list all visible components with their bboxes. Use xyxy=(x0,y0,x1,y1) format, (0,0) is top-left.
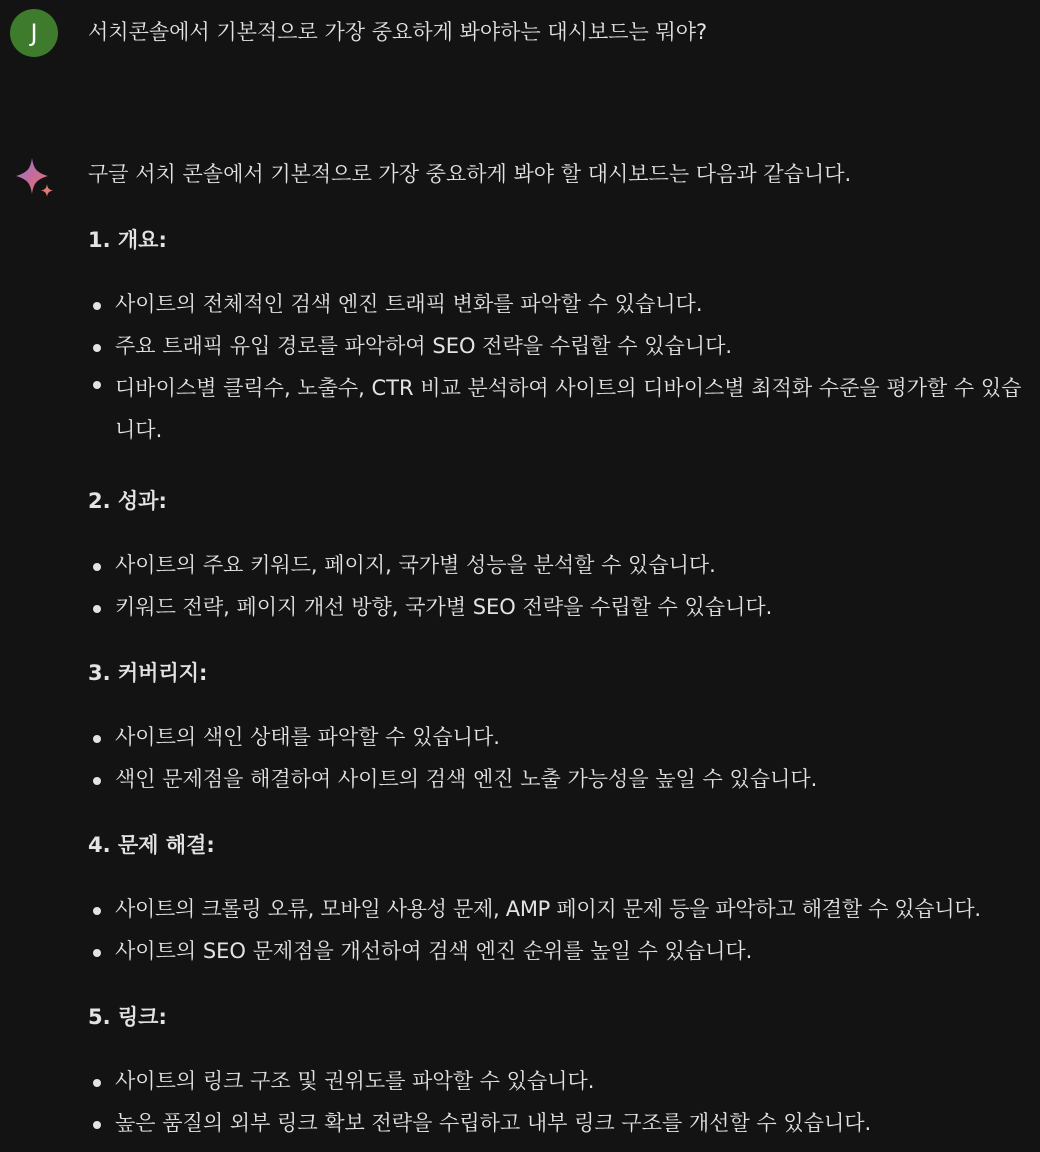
section xyxy=(88,485,1028,623)
bullet-dot xyxy=(93,1121,101,1129)
bullet-text: 사이트의 링크 구조 및 권위도를 파악할 수 있습니다. xyxy=(115,1069,595,1093)
bullet-list xyxy=(88,288,1028,451)
section xyxy=(88,829,1028,967)
bullet-dot xyxy=(93,563,101,571)
section-title: 3. 커버리지: xyxy=(88,661,208,685)
assistant-response xyxy=(88,158,1028,1149)
bullet-text: 사이트의 색인 상태를 파악할 수 있습니다. xyxy=(115,725,500,749)
bullet-dot xyxy=(93,777,101,785)
bullet-dot xyxy=(93,735,101,743)
bullet-dot xyxy=(93,949,101,957)
bullet-text: 색인 문제점을 해결하여 사이트의 검색 엔진 노출 가능성을 높일 수 있습니다. xyxy=(115,767,818,791)
bullet-text: 키워드 전략, 페이지 개선 방향, 국가별 SEO 전략을 수립할 수 있습니다. xyxy=(115,595,773,619)
bullet-dot xyxy=(93,1079,101,1087)
list-item xyxy=(88,763,1028,795)
bullet-list xyxy=(88,721,1028,795)
bullet-text: 사이트의 주요 키워드, 페이지, 국가별 성능을 분석할 수 있습니다. xyxy=(115,553,716,577)
section xyxy=(88,1001,1028,1139)
list-item xyxy=(88,549,1028,581)
user-message xyxy=(0,0,1040,70)
section xyxy=(88,224,1028,451)
section-title: 1. 개요: xyxy=(88,228,167,252)
list-item xyxy=(88,721,1028,753)
list-item xyxy=(88,330,1028,362)
bullet-text: 높은 품질의 외부 링크 확보 전략을 수립하고 내부 링크 구조를 개선할 수 있습니다. xyxy=(115,1111,872,1135)
bullet-dot xyxy=(93,907,101,915)
list-item xyxy=(88,367,1028,451)
response-intro: 구글 서치 콘솔에서 기본적으로 가장 중요하게 봐야 할 대시보드는 다음과 같습니다. xyxy=(88,162,852,186)
section-title: 4. 문제 해결: xyxy=(88,833,215,857)
bullet-text: 주요 트래픽 유입 경로를 파악하여 SEO 전략을 수립할 수 있습니다. xyxy=(115,334,733,358)
section-title: 2. 성과: xyxy=(88,489,167,513)
bullet-list xyxy=(88,893,1028,967)
sparkle-icon xyxy=(10,154,60,204)
bullet-text: 디바이스별 클릭수, 노출수, CTR 비교 분석하여 사이트의 디바이스별 최적화 수준을 평가할 수 있습니다. xyxy=(115,376,1022,442)
bullet-dot xyxy=(93,344,101,352)
list-item xyxy=(88,591,1028,623)
bullet-list xyxy=(88,1065,1028,1139)
bullet-dot xyxy=(93,381,101,389)
list-item xyxy=(88,935,1028,967)
bullet-dot xyxy=(93,302,101,310)
bullet-list xyxy=(88,549,1028,623)
list-item xyxy=(88,1065,1028,1097)
bullet-dot xyxy=(93,605,101,613)
user-question: 서치콘솔에서 기본적으로 가장 중요하게 봐야하는 대시보드는 뭐야? xyxy=(88,20,708,44)
section-title: 5. 링크: xyxy=(88,1005,167,1029)
list-item xyxy=(88,288,1028,320)
bullet-text: 사이트의 크롤링 오류, 모바일 사용성 문제, AMP 페이지 문제 등을 파악하고 해결할 수 있습니다. xyxy=(115,897,981,921)
bullet-text: 사이트의 전체적인 검색 엔진 트래픽 변화를 파악할 수 있습니다. xyxy=(115,292,703,316)
bullet-text: 사이트의 SEO 문제점을 개선하여 검색 엔진 순위를 높일 수 있습니다. xyxy=(115,939,753,963)
user-avatar[interactable]: J xyxy=(10,9,58,57)
list-item xyxy=(88,1107,1028,1139)
list-item xyxy=(88,893,1028,925)
section xyxy=(88,657,1028,795)
